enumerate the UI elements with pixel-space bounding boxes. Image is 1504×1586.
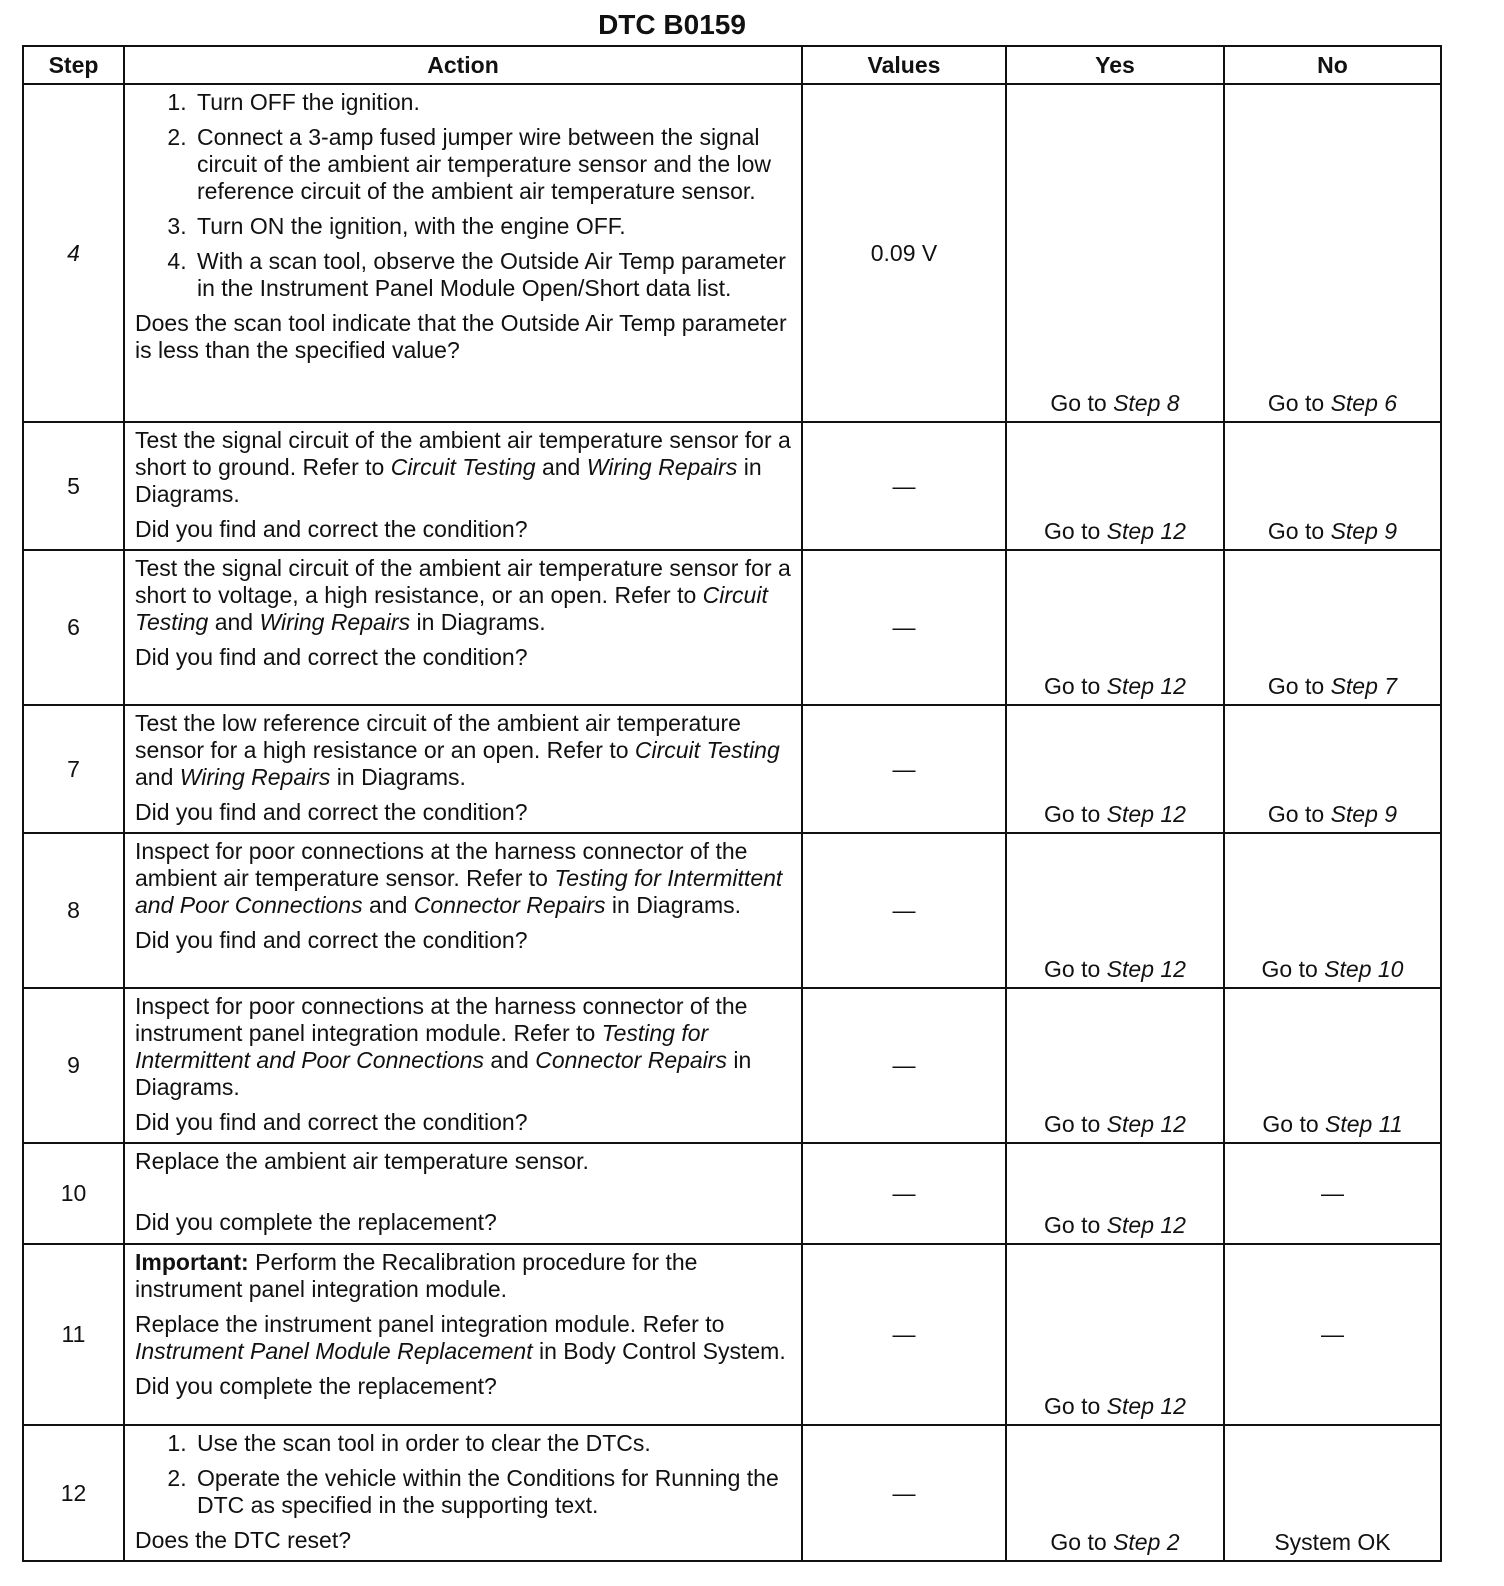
action-text [135, 838, 793, 919]
text-span: in Diagrams. [330, 764, 466, 790]
action-text [135, 555, 793, 636]
value-cell: — [802, 1425, 1006, 1561]
no-step-link: Step 9 [1330, 801, 1398, 827]
action-cell [124, 1143, 802, 1244]
text-span: in Diagrams. [605, 892, 742, 918]
yes-step-link: Step 2 [1113, 1529, 1180, 1555]
text-span: Test the signal circuit of the ambient air temperature sensor for a short to voltage, a high resistance, or an open. Refer to [135, 555, 791, 608]
reference-link: Wiring Repairs [179, 764, 331, 790]
header-yes: Yes [1006, 46, 1224, 84]
header-values: Values [802, 46, 1006, 84]
yes-step-link: Step 12 [1106, 1111, 1186, 1137]
action-cell [124, 422, 802, 550]
yes-cell [1006, 988, 1224, 1143]
go-to-text: Go to [1044, 673, 1101, 699]
step-number: 6 [23, 550, 124, 705]
reference-link: Wiring Repairs [586, 454, 738, 480]
action-text [135, 427, 793, 508]
question: Did you complete the replacement? [135, 1373, 497, 1399]
go-to-text: Go to [1267, 673, 1325, 699]
text-span: and [135, 764, 180, 790]
reference-link: Circuit Testing [634, 737, 780, 763]
value-cell: — [802, 988, 1006, 1143]
no-step-link: Step 11 [1325, 1111, 1403, 1137]
important-text: Perform the Recalibration procedure for the instrument panel integration module. [135, 1249, 698, 1302]
important-label: Important: [135, 1249, 249, 1275]
reference-link: Instrument Panel Module Replacement [135, 1338, 533, 1364]
yes-cell [1006, 1425, 1224, 1561]
text-span: and [484, 1047, 536, 1073]
action-text: Replace the ambient air temperature sensor. [135, 1148, 589, 1174]
table-row [23, 84, 1441, 422]
step-number: 9 [23, 988, 124, 1143]
reference-link: Wiring Repairs [259, 609, 411, 635]
yes-cell [1006, 550, 1224, 705]
go-to-text: Go to [1044, 801, 1101, 827]
go-to-text: Go to [1044, 518, 1101, 544]
value-cell: — [802, 422, 1006, 550]
action-list [135, 1430, 793, 1519]
question: Did you find and correct the condition? [135, 644, 528, 670]
page-title: DTC B0159 [598, 9, 746, 40]
header-step: Step [23, 46, 124, 84]
text-span: and [535, 454, 587, 480]
header-row [23, 46, 1441, 84]
table-row [23, 1244, 1441, 1425]
diagnostic-table [22, 45, 1442, 1562]
yes-step-link: Step 12 [1106, 1393, 1186, 1419]
step-number: 11 [23, 1244, 124, 1425]
question: Did you complete the replacement? [135, 1209, 497, 1235]
action-list [135, 89, 793, 302]
action-cell [124, 833, 802, 988]
action-cell [124, 84, 802, 422]
text-span: in Diagrams. [135, 1047, 752, 1100]
go-to-text: Go to [1267, 390, 1325, 416]
text-span: and [208, 609, 260, 635]
reference-link: Testing for Intermittent and Poor Connections [135, 1020, 709, 1073]
go-to-text: Go to [1267, 518, 1325, 544]
question: Did you find and correct the condition? [135, 516, 528, 542]
important-note [135, 1249, 793, 1303]
text-span: Test the low reference circuit of the ambient air temperature sensor for a high resistance or an open. Refer to [135, 710, 741, 763]
no-cell [1224, 422, 1441, 550]
text-span: Replace the instrument panel integration module. Refer to [135, 1311, 725, 1337]
yes-cell [1006, 84, 1224, 422]
table-row [23, 988, 1441, 1143]
yes-step-link: Step 8 [1113, 390, 1180, 416]
table-row [23, 550, 1441, 705]
go-to-text: Go to [1044, 1393, 1101, 1419]
text-span: in Body Control System. [532, 1338, 786, 1364]
question: Did you find and correct the condition? [135, 799, 528, 825]
value-cell: — [802, 705, 1006, 833]
question: Did you find and correct the condition? [135, 1109, 528, 1135]
value-cell: 0.09 V [802, 84, 1006, 422]
yes-step-link: Step 12 [1106, 801, 1186, 827]
yes-step-link: Step 12 [1106, 673, 1186, 699]
no-step-link: Step 9 [1330, 518, 1398, 544]
action-cell [124, 988, 802, 1143]
no-step-link: Step 10 [1324, 956, 1404, 982]
reference-link: Connector Repairs [535, 1047, 727, 1073]
no-cell [1224, 988, 1441, 1143]
action-text [135, 710, 793, 791]
reference-link: Circuit Testing [390, 454, 536, 480]
text-span: in Diagrams. [135, 454, 762, 507]
no-step-link: Step 7 [1330, 673, 1398, 699]
value-cell: — [802, 1244, 1006, 1425]
no-cell [1224, 550, 1441, 705]
action-cell [124, 705, 802, 833]
table-row [23, 1143, 1441, 1244]
reference-link: Testing for Intermittent and Poor Connections [135, 865, 783, 918]
table-row [23, 422, 1441, 550]
step-number: 8 [23, 833, 124, 988]
go-to-text: Go to [1050, 1529, 1107, 1555]
text-span: Test the signal circuit of the ambient air temperature sensor for a short to ground. Refer to [135, 427, 791, 480]
list-item: 2. Operate the vehicle within the Conditions for Running the DTC as specified in the supporting text. [193, 1465, 793, 1519]
step-number: 7 [23, 705, 124, 833]
action-text [135, 993, 793, 1101]
value-cell: — [802, 1143, 1006, 1244]
no-cell: — [1224, 1143, 1441, 1244]
text-span: Inspect for poor connections at the harness connector of the ambient air temperature sensor. Refer to [135, 838, 748, 891]
action-cell [124, 1425, 802, 1561]
no-cell: — [1224, 1244, 1441, 1425]
no-step-link: Step 6 [1330, 390, 1398, 416]
go-to-text: Go to [1044, 1111, 1101, 1137]
text-span: and [362, 892, 414, 918]
step-number: 4 [23, 84, 124, 422]
go-to-text: Go to [1262, 1111, 1319, 1137]
yes-step-link: Step 12 [1106, 1212, 1186, 1238]
table-row [23, 833, 1441, 988]
list-item: 4. With a scan tool, observe the Outside Air Temp parameter in the Instrument Panel Module Open/Short data list. [193, 248, 793, 302]
no-cell [1224, 833, 1441, 988]
yes-cell [1006, 1244, 1224, 1425]
question: Does the DTC reset? [135, 1527, 352, 1553]
header-no: No [1224, 46, 1441, 84]
header-action: Action [124, 46, 802, 84]
action-cell [124, 550, 802, 705]
list-item: 1. Use the scan tool in order to clear the DTCs. [193, 1430, 793, 1457]
yes-cell [1006, 422, 1224, 550]
question: Does the scan tool indicate that the Outside Air Temp parameter is less than the specified value? [135, 310, 787, 363]
yes-cell [1006, 833, 1224, 988]
text-span: Inspect for poor connections at the harness connector of the instrument panel integration module. Refer to [135, 993, 748, 1046]
step-number: 12 [23, 1425, 124, 1561]
go-to-text: Go to [1044, 1212, 1101, 1238]
list-item: 1. Turn OFF the ignition. [193, 89, 793, 116]
reference-link: Circuit Testing [135, 582, 768, 635]
table-row [23, 705, 1441, 833]
go-to-text: Go to [1050, 390, 1107, 416]
reference-link: Connector Repairs [413, 892, 606, 918]
no-cell: System OK [1224, 1425, 1441, 1561]
yes-cell [1006, 1143, 1224, 1244]
yes-step-link: Step 12 [1106, 518, 1186, 544]
go-to-text: Go to [1267, 801, 1325, 827]
action-cell [124, 1244, 802, 1425]
list-item: 2. Connect a 3-amp fused jumper wire between the signal circuit of the ambient air temperature sensor and the low reference circuit of the ambient air temperature sensor. [193, 124, 793, 205]
step-number: 5 [23, 422, 124, 550]
yes-step-link: Step 12 [1106, 956, 1186, 982]
go-to-text: Go to [1044, 956, 1101, 982]
value-cell: — [802, 550, 1006, 705]
go-to-text: Go to [1261, 956, 1318, 982]
action-text [135, 1311, 793, 1365]
step-number: 10 [23, 1143, 124, 1244]
no-cell [1224, 84, 1441, 422]
no-cell [1224, 705, 1441, 833]
value-cell: — [802, 833, 1006, 988]
list-item: 3. Turn ON the ignition, with the engine OFF. [193, 213, 793, 240]
text-span: in Diagrams. [410, 609, 546, 635]
yes-cell [1006, 705, 1224, 833]
question: Did you find and correct the condition? [135, 927, 528, 953]
table-row [23, 1425, 1441, 1561]
